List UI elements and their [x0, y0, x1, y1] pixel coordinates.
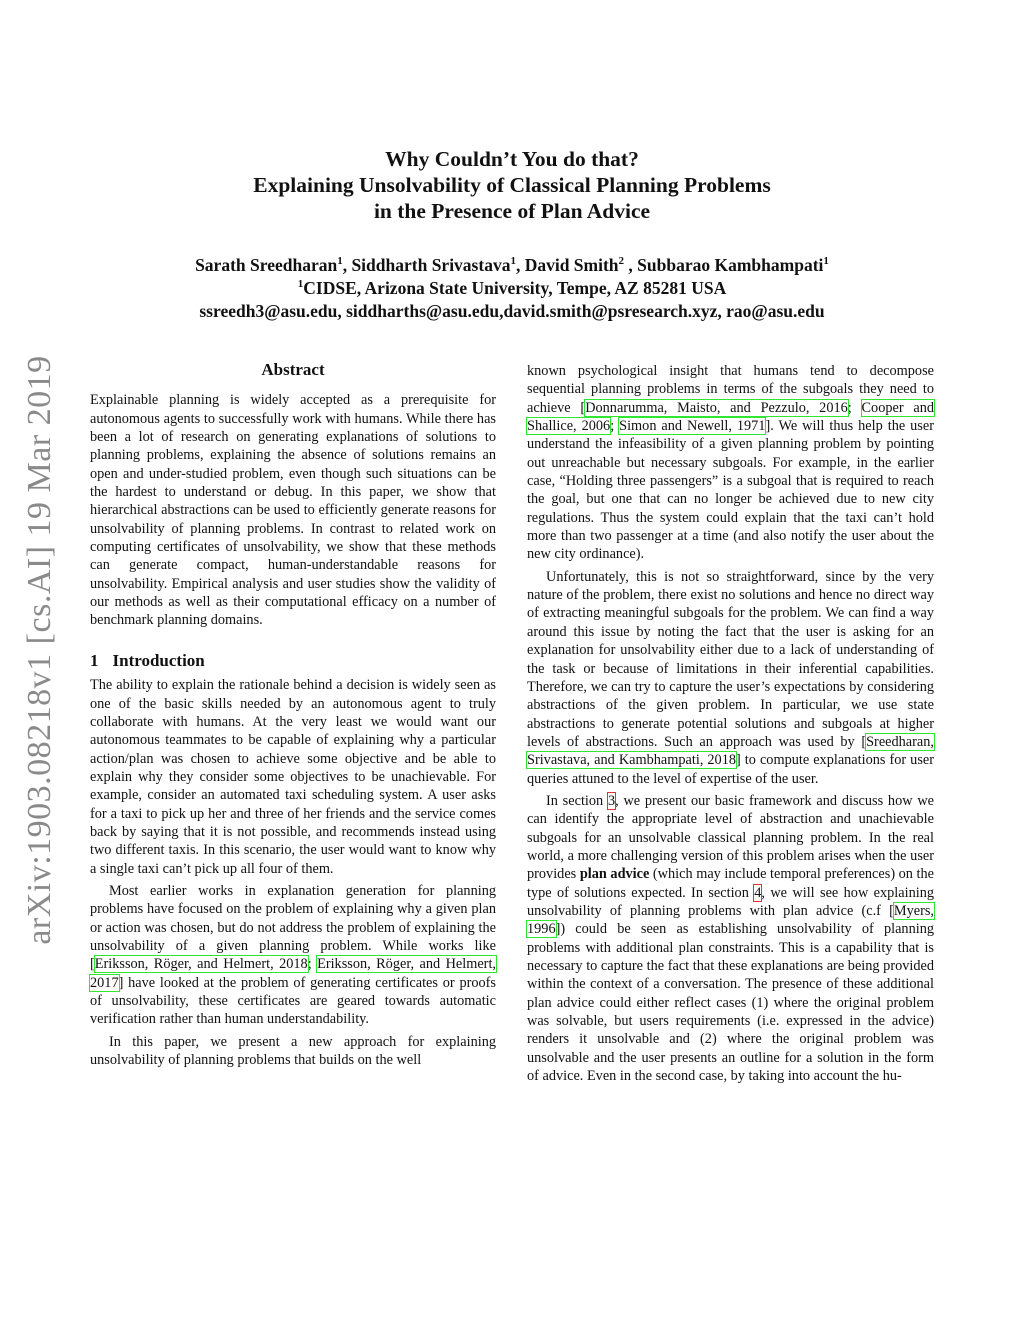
text-run: ]) could be seen as establishing unsolvability of planning problems with additional plan constraints. This is a capability that is necessary to capture the fact that these explanations are being provided within the context of a conversation. The presence of these additional plan advice could either reflect cases (1) where the original problem was solvable, but users requirements (i.e. expressed in the advice) renders it unsolvable and (2) where the original problem was unsolvable and the user presents an outline for a solution in the form of advice. Even in the second case, by taking into account the hu- — [527, 921, 934, 1085]
text-run: ]. We will thus help the user understand the infeasibility of a given planning problem by pointing out unreachable but necessary subgoals. For example, in the earlier case, “Holding three passengers” is a subgoal that is required to reach the goal, but one that can no longer be achieved due to new city regulations. Thus the system could explain that the taxi can’t hold more than two passenger at a time (and also notify the user about the new city ordinance). — [527, 418, 934, 563]
title-line-2: Explaining Unsolvability of Classical Planning Problems — [253, 173, 771, 197]
text-run: (which may include temporal preferences) on the type of solutions expected. In section — [527, 866, 934, 901]
right-paragraph-1 — [527, 362, 934, 564]
section-reference-link[interactable]: 3 — [607, 792, 616, 809]
author-3: , David Smith — [515, 255, 619, 275]
citation-link[interactable]: Donnarumma, Maisto, and Pezzulo, 2016 — [585, 399, 848, 416]
citation-link[interactable]: Eriksson, Röger, and Helmert, 2018 — [94, 956, 308, 973]
citation-link[interactable]: Simon and Newell, 1971 — [619, 418, 766, 435]
right-column — [527, 362, 934, 1085]
citation-link[interactable]: Cooper and Shallice, 2006 — [527, 399, 935, 435]
author-4-sup: 1 — [823, 255, 829, 268]
author-names — [100, 254, 924, 277]
author-2: , Siddharth Srivastava — [342, 255, 511, 275]
text-run: ; — [610, 418, 620, 435]
text-run: Unfortunately, this is not so straightforward, since by the very nature of the problem, there exist no solutions and hence no direct way of extracting meaningful subgoals for the problem. We can find a way around this issue by noting the fact that the user is asking for an explanation for unsolvability either due to a lack of understanding of the task or because of limitations in their inferential capabilities. Therefore, we can try to capture the user’s expectations by considering abstractions of the given problem. In particular, we use state abstractions to generate potential solutions and subgoals at higher levels of abstractions. Such an approach was used by [ — [527, 568, 934, 750]
affiliation — [100, 277, 924, 300]
intro-paragraph-1: The ability to explain the rationale behind a decision is widely seen as one of the basic skills needed by an autonomous agent to truly collaborate with humans. At the very least we would want our autonomous teammates to be capable of explaining why a particular action/plan was chosen to achieve some objective and be able to explain why they consider some objectives to be unachievable. For example, consider an automated taxi scheduling system. A user asks for a taxi to pick up her and three of her friends and the service comes back by saying that it is not possible, and recommends instead using two different taxis. In this scenario, the user would want to know why a single taxi can’t pick up all four of them. — [90, 677, 496, 877]
title-line-3: in the Presence of Plan Advice — [373, 199, 651, 223]
title-line-1: Why Couldn’t You do that? — [385, 147, 639, 171]
section-heading-introduction — [90, 652, 496, 670]
text-run: Most earlier works in explanation generation for planning problems have focused on the problem of explaining why a given plan or action was chosen, but do not address the problem of explaining the unsolvability of a given planning problem. While works like [ — [90, 882, 496, 973]
text-run: ] to compute explanations for user queries attuned to the level of expertise of the user. — [527, 752, 935, 787]
citation-link[interactable]: Eriksson, Röger, and Helmert, 2017 — [90, 956, 496, 991]
paper-title — [100, 146, 924, 224]
section-number: 1 — [90, 650, 99, 670]
citation-link[interactable]: Myers, 1996 — [527, 902, 934, 938]
affiliation-text: CIDSE, Arizona State University, Tempe, AZ 85281 USA — [303, 278, 727, 298]
right-paragraph-3 — [527, 792, 934, 1086]
author-block — [100, 254, 924, 323]
intro-paragraph-2 — [90, 882, 496, 1029]
text-run: ; — [307, 956, 318, 973]
right-paragraph-2 — [527, 568, 934, 788]
author-3-sup: 2 — [618, 255, 625, 268]
author-emails: ssreedh3@asu.edu, siddharths@asu.edu,david.smith@psresearch.xyz, rao@asu.edu — [199, 301, 825, 321]
intro-paragraph-3: In this paper, we present a new approach for explaining unsolvability of planning problems that builds on the well — [90, 1033, 496, 1069]
bold-term: plan advice — [579, 866, 650, 883]
affiliation-sup: 1 — [297, 278, 304, 291]
abstract-text: Explainable planning is widely accepted as a prerequisite for autonomous agents to successfully work with humans. While there has been a lot of research on generating explanations of solutions to planning problems, explaining the absence of solutions remains an open and under-studied problem, even though such situations can be the hardest to understand or debug. In this paper, we show that hierarchical abstractions can be used to efficiently generate reasons for unsolvability of planning problems. In contrast to related work on computing certificates of unsolvability, we show that these methods can generate compact, human-understandable reasons for unsolvability. Empirical analysis and user studies show the validity of our methods as well as their computational efficacy on a number of benchmark planning domains. — [90, 392, 496, 629]
author-1: Sarath Sreedharan — [195, 255, 338, 275]
left-column — [90, 361, 496, 1069]
text-run: ; — [847, 399, 862, 416]
arxiv-stamp — [20, 355, 60, 945]
author-2-sup: 1 — [510, 255, 516, 268]
text-run: known psychological insight that humans tend to decompose sequential planning problems in terms of the subgoals they need to achieve [ — [527, 363, 934, 416]
text-run: , we will see how explaining unsolvability of planning problems with plan advice (c.f [ — [527, 884, 935, 919]
author-4: , Subbarao Kambhampati — [624, 255, 824, 275]
section-reference-link[interactable]: 4 — [754, 884, 762, 901]
text-run: ] have looked at the problem of generating certificates or proofs of unsolvability, these certificates are geared towards automatic verification rather than human understandability. — [90, 974, 496, 1028]
citation-link[interactable]: Sreedharan, Srivastava, and Kambhampati, 2018 — [527, 733, 934, 769]
arxiv-stamp-text: arXiv:1903.08218v1 [cs.AI] 19 Mar 2019 — [21, 355, 58, 945]
text-run: In section — [546, 792, 608, 809]
abstract-heading: Abstract — [261, 360, 325, 379]
author-1-sup: 1 — [337, 255, 343, 268]
section-heading-text: Introduction — [112, 650, 205, 670]
text-run: , we present our basic framework and discuss how we can identify the appropriate level of abstraction and unachievable subgoals for an unsolvable classical planning problem. In the real world, a more challenging version of this problem arises when the user provides — [527, 792, 934, 883]
